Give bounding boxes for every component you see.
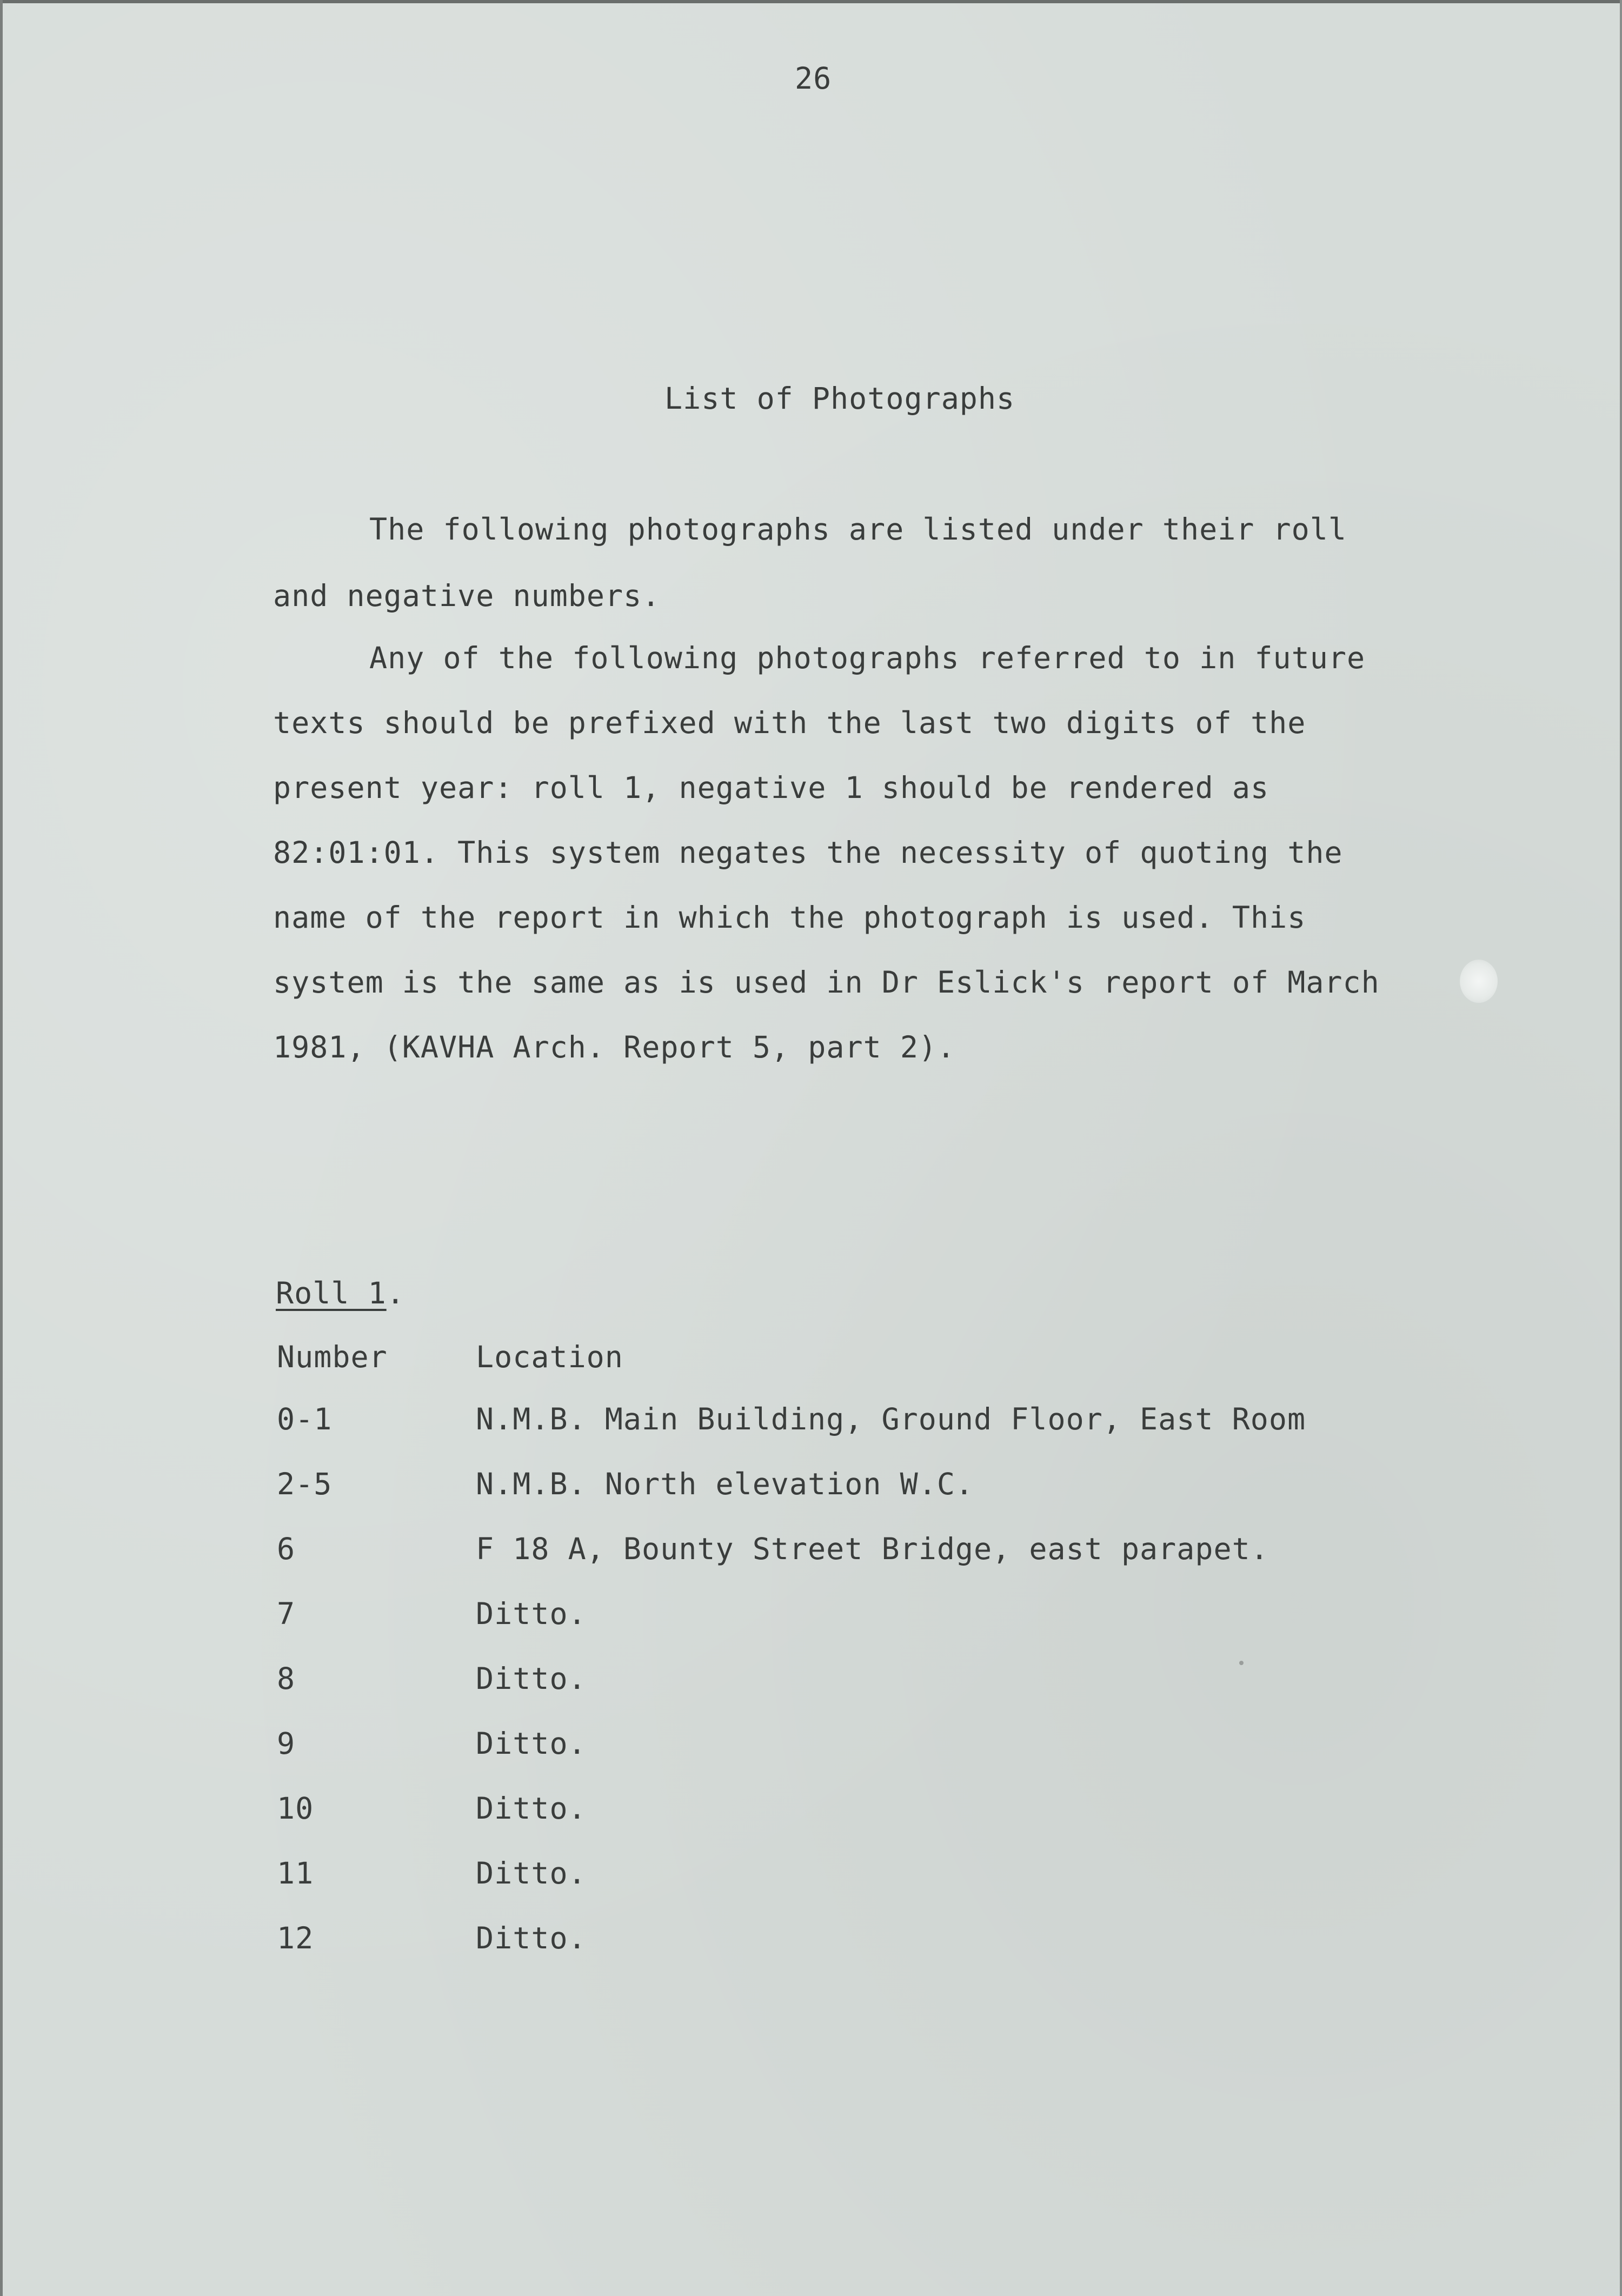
row-location: Ditto. — [476, 1726, 587, 1761]
row-location: N.M.B. North elevation W.C. — [476, 1467, 974, 1501]
row-number: 11 — [277, 1856, 314, 1891]
row-number: 9 — [277, 1726, 296, 1761]
row-location: Ditto. — [476, 1791, 587, 1826]
page-edge-right — [1620, 0, 1622, 2296]
row-location: Ditto. — [476, 1596, 587, 1631]
paragraph-2-line-3: present year: roll 1, negative 1 should be rendered as — [273, 770, 1269, 805]
roll-heading-suffix: . — [386, 1276, 405, 1310]
roll-heading-label: Roll 1 — [276, 1276, 387, 1310]
paper-speck — [1239, 1661, 1244, 1665]
page-number: 26 — [795, 61, 832, 96]
row-number: 8 — [277, 1661, 296, 1696]
column-header-location: Location — [476, 1340, 623, 1374]
paragraph-2-line-5: name of the report in which the photograph is used. This — [273, 900, 1306, 935]
row-location: Ditto. — [476, 1921, 587, 1955]
paragraph-2-line-4: 82:01:01. This system negates the necessity of quoting the — [273, 835, 1343, 870]
row-number: 0-1 — [277, 1402, 333, 1436]
row-location: F 18 A, Bounty Street Bridge, east parapet. — [476, 1532, 1269, 1566]
paragraph-2-line-1: Any of the following photographs referred to in future — [369, 641, 1366, 675]
row-number: 12 — [277, 1921, 314, 1955]
page-edge-left — [0, 0, 3, 2296]
paper-smudge — [1460, 960, 1498, 1003]
row-location: N.M.B. Main Building, Ground Floor, East Room — [476, 1402, 1306, 1436]
page-title: List of Photographs — [664, 381, 1015, 416]
row-number: 10 — [277, 1791, 314, 1826]
column-header-number: Number — [277, 1340, 388, 1374]
row-number: 2-5 — [277, 1467, 333, 1501]
row-number: 6 — [277, 1532, 296, 1566]
paragraph-2-line-7: 1981, (KAVHA Arch. Report 5, part 2). — [273, 1030, 956, 1064]
row-location: Ditto. — [476, 1661, 587, 1696]
paragraph-2-line-2: texts should be prefixed with the last two digits of the — [273, 706, 1306, 740]
page-edge-top — [0, 0, 1622, 3]
row-number: 7 — [277, 1596, 296, 1631]
paragraph-1-line-2: and negative numbers. — [273, 578, 661, 613]
roll-heading — [276, 1276, 405, 1310]
paragraph-2-line-6: system is the same as is used in Dr Eslick's report of March — [273, 965, 1380, 1000]
row-location: Ditto. — [476, 1856, 587, 1891]
paragraph-1-line-1: The following photographs are listed under their roll — [369, 512, 1347, 547]
